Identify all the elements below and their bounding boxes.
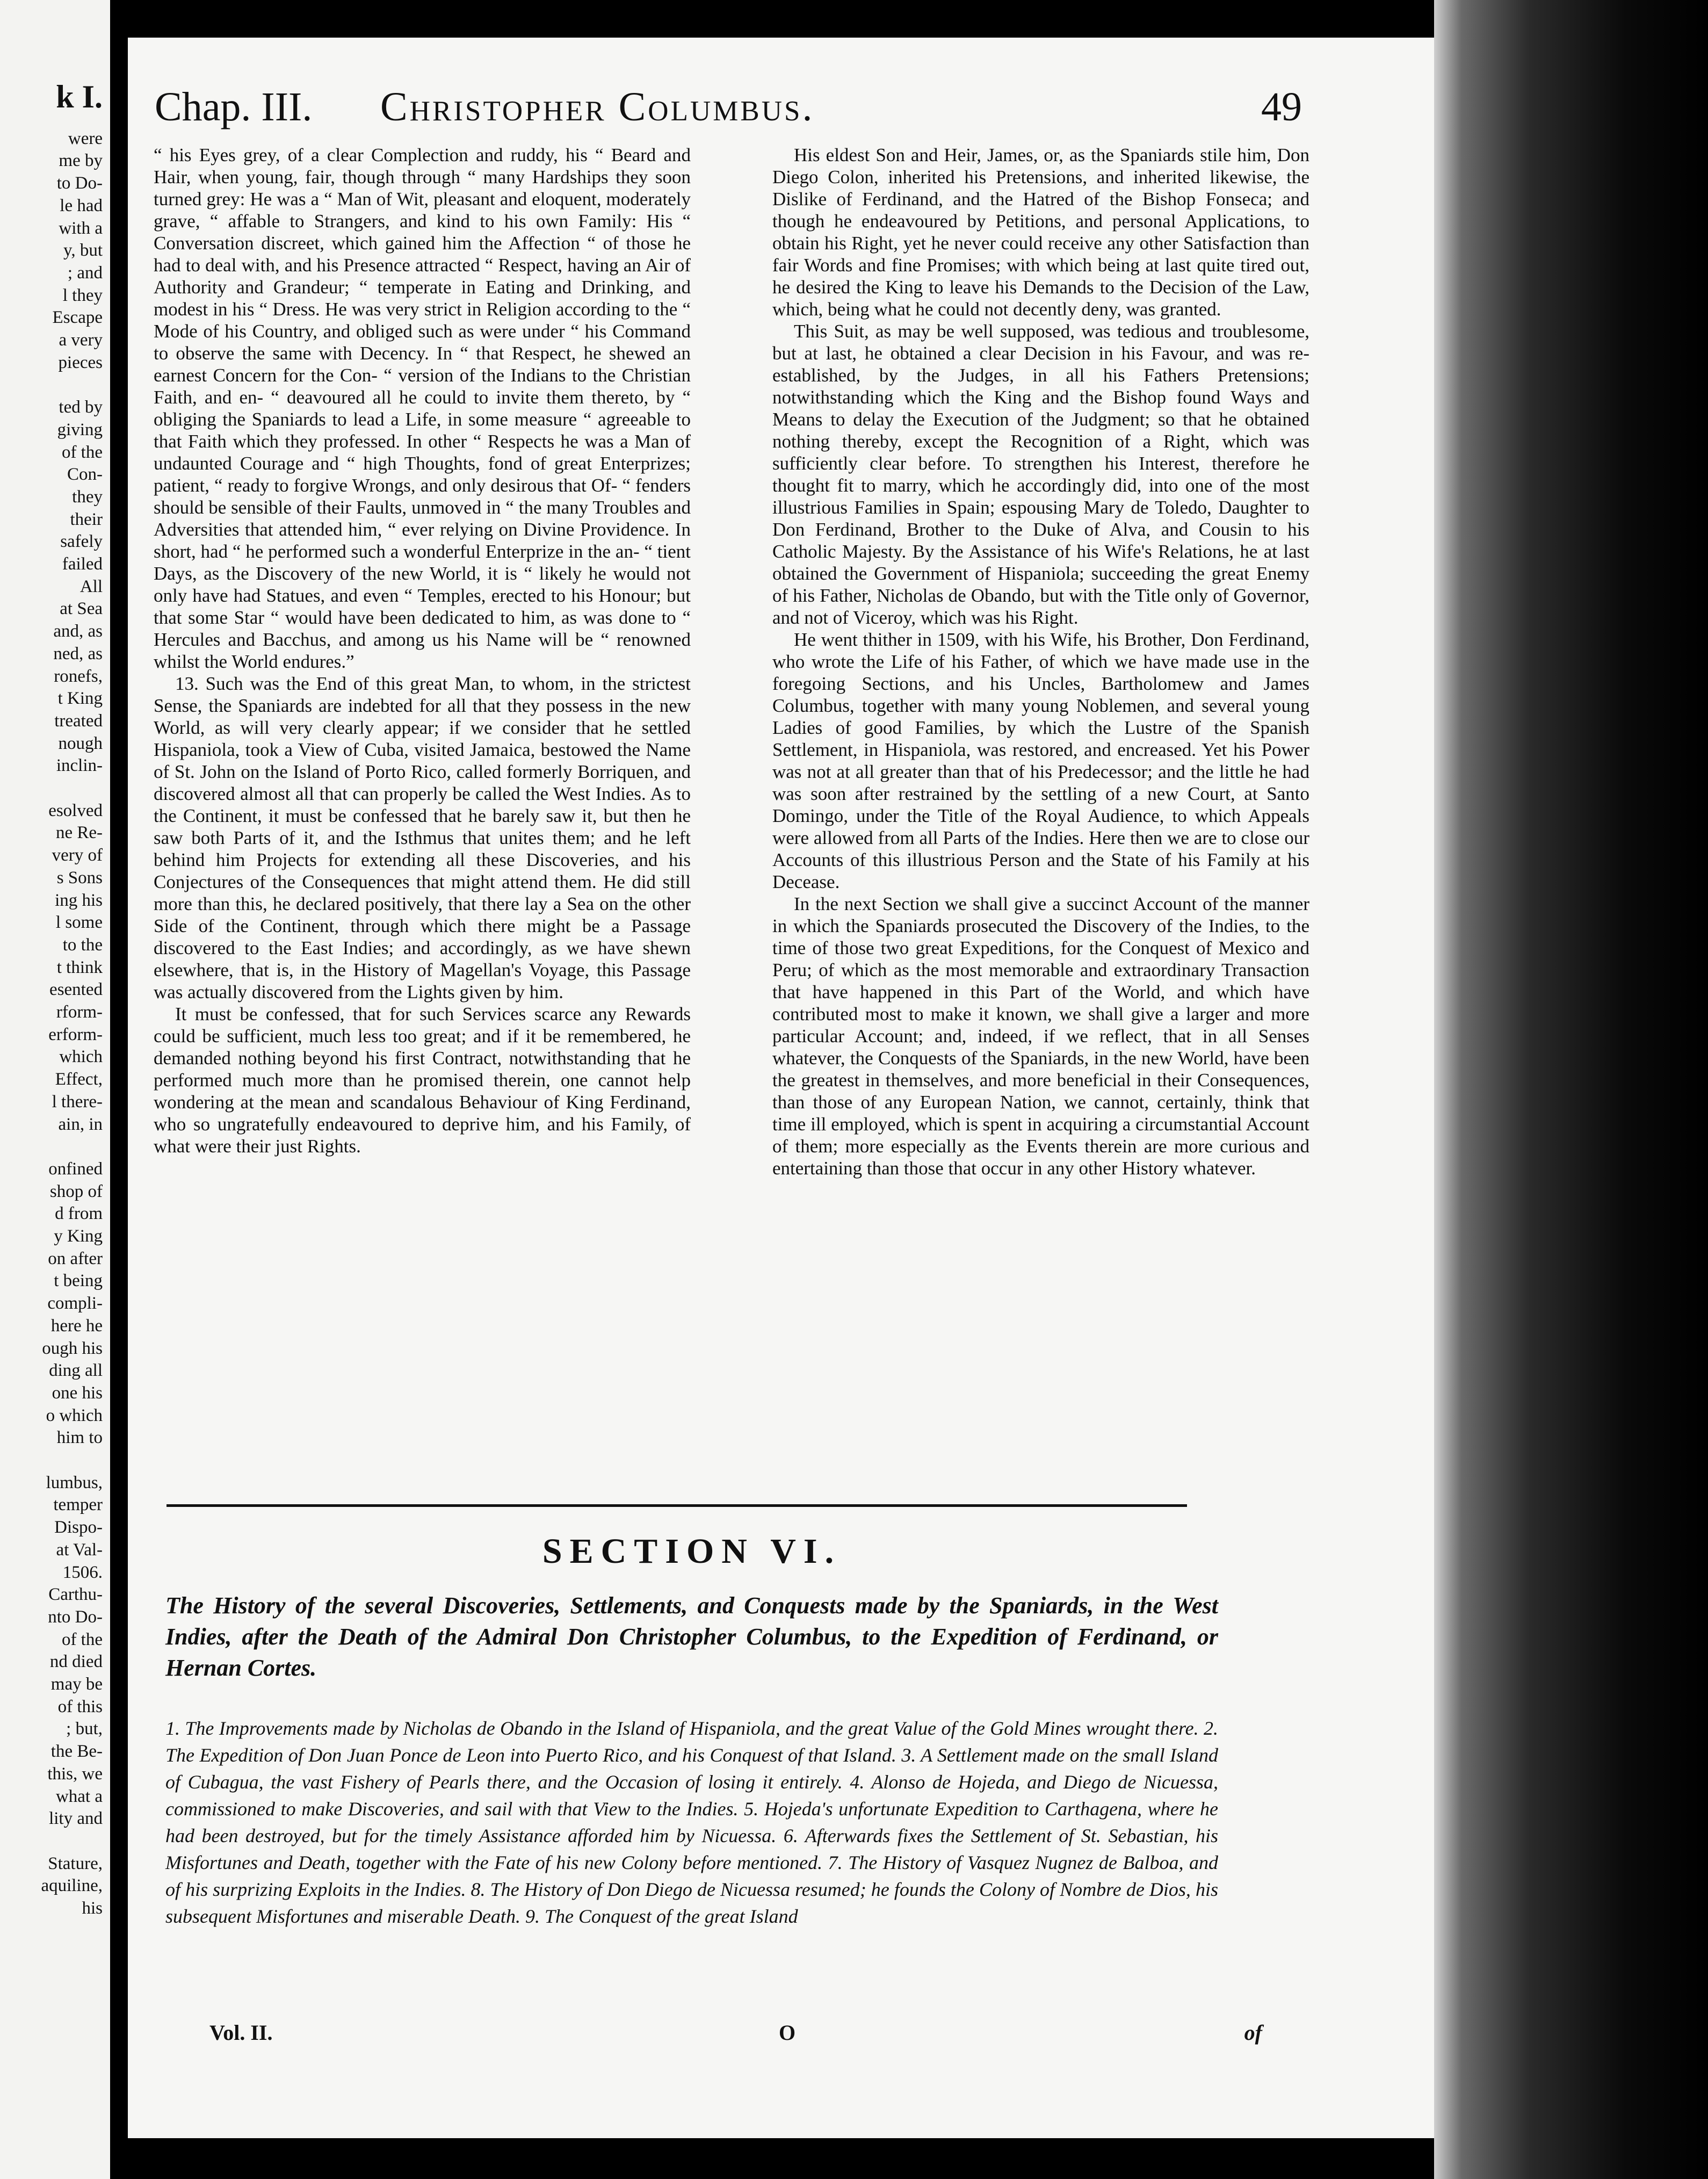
paragraph: It must be confessed, that for such Services scarce any Rewards could be sufficient, much less too great; and if it be remembered, he demanded nothing beyond his first Contract, notwithstanding that he performed much more than he promised therein, one cannot help wondering at the mean and scandalous Behaviour of King Ferdinand, who so ungratefully endeavoured to deprive him, and his Family, of what were their just Rights.: [154, 1004, 691, 1157]
facing-page-fragment: the Be-: [50, 1742, 103, 1762]
facing-page-fragment: y King: [54, 1226, 103, 1246]
facing-page-fragment: one his: [52, 1383, 103, 1403]
facing-page-fragment: 1506.: [62, 1562, 103, 1582]
paragraph: He went thither in 1509, with his Wife, his Brother, Don Ferdinand, who wrote the Life of his Father, of which we have made use in the foregoing Sections, and his Uncles, Bartholomew and James Columbus, together with many young Noblemen, and several young Ladies of good Families, by which the Lustre of the Spanish Settlement, in Hispaniola, was restored, and encreased. Yet his Power was not at all greater than that of his Predecessor; and the little he had was soon after restrained by the settling of a new Court, at Santo Domingo, under the Title of the Royal Audience, to which Appeals were allowed from all Parts of the Indies. Here then we are to close our Accounts of this illustrious Person and the State of his Family at his Decease.: [772, 629, 1309, 892]
facing-page-fragment: they: [72, 487, 103, 507]
facing-page-fragment: very of: [52, 846, 103, 865]
section-title: SECTION VI.: [542, 1532, 842, 1571]
facing-page-fragment: onfined: [48, 1159, 103, 1179]
facing-page-fragment: nd died: [49, 1652, 103, 1672]
facing-page-fragment: aquiline,: [41, 1876, 103, 1896]
facing-page-fragment: at Val-: [56, 1540, 103, 1560]
right-column: [772, 144, 1309, 1179]
facing-page-fragment: l they: [62, 285, 103, 305]
facing-page-fragment: to the: [62, 935, 103, 955]
facing-page-fragment: ain, in: [58, 1114, 103, 1134]
catchword: of: [1244, 2021, 1262, 2045]
section-subtitle: The History of the several Discoveries, Settlements, and Conquests made by the Spaniards, in the West Indies, after the Death of the Admiral Don Christopher Columbus, to the Expedition of Ferdinand, or Hernan Cortes.: [165, 1592, 1218, 1681]
facing-page-fragment: nto Do-: [48, 1607, 103, 1627]
running-title: Christopher Columbus.: [380, 84, 815, 129]
facing-page-fragment: le had: [60, 196, 103, 215]
facing-page-fragment: s Sons: [56, 868, 103, 888]
facing-page-fragment: may be: [50, 1675, 103, 1694]
facing-page-fragment: erform-: [48, 1024, 103, 1044]
facing-page-fragment: ing his: [55, 890, 103, 910]
facing-page-fragment: pieces: [58, 352, 103, 372]
facing-page-fragment: ronefs,: [54, 666, 103, 686]
facing-page-fragment: lumbus,: [46, 1473, 103, 1492]
facing-page-fragment: o which: [46, 1405, 103, 1425]
facing-page-fragment: me by: [59, 151, 103, 171]
facing-page-fragment: ned, as: [53, 644, 103, 663]
paragraph: 13. Such was the End of this great Man, to whom, in the strictest Sense, the Spaniards are indebted for all that they possess in the new World, as will very clearly appear; if we consider that he settled Hispaniola, took a View of Cuba, visited Jamaica, bestowed the Name of St. John on the Island of Porto Rico, called formerly Borriquen, and discovered almost all that can properly be called the West Indies. As to the Continent, it must be confessed that he barely saw it, but then he saw both Parts of it, and the Isthmus that unites them; and he left behind him Projects for extending all these Discoveries, and his Conjectures of the Consequences that might attend them. He did still more than this, he declared positively, that there lay a Sea on the other Side of the Continent, through which there might be a Passage discovered to the East Indies; and accordingly, as we have shewn elsewhere, that is, in the History of Magellan's Voyage, this Passage was actually discovered from the Lights given by him.: [154, 673, 691, 1002]
facing-page-fragment: d from: [55, 1204, 103, 1224]
facing-page-fragment: rform-: [56, 1002, 103, 1022]
page-footer: [209, 2020, 1262, 2052]
facing-page-fragment: failed: [62, 554, 103, 574]
volume-label: Vol. II.: [209, 2021, 273, 2045]
facing-page-fragment: l there-: [52, 1092, 103, 1112]
facing-page-fragment: l some: [55, 913, 103, 933]
facing-page-fragment: to Do-: [56, 174, 103, 193]
facing-page-fragment: Carthu-: [48, 1585, 103, 1605]
paragraph: His eldest Son and Heir, James, or, as the Spaniards stile him, Don Diego Colon, inherited his Pretensions, and inherited likewise, the Dislike of Ferdinand, and the Hatred of the Bishop Fonseca; and though he endeavoured by Petitions, and personal Applications, to obtain his Right, yet he never could receive any other Satisfaction than fair Words and fine Promises; with which being at last quite tired out, he desired the King to leave his Demands to the Decision of the Law, which, being what he could not decently deny, was granted.: [772, 145, 1309, 320]
facing-page-fragment: Effect,: [55, 1070, 103, 1090]
book-page: [128, 38, 1434, 2138]
facing-page-fragment: of this: [57, 1697, 103, 1716]
facing-page-fragment: ough his: [42, 1338, 103, 1358]
section-rule: [167, 1504, 1187, 1507]
facing-page-fragment: inclin-: [56, 756, 103, 776]
facing-page-fragment: ; and: [67, 263, 103, 283]
page-number: 49: [1261, 84, 1302, 129]
facing-page-fragment: ne Re-: [55, 823, 103, 843]
facing-page-fragment: were: [68, 128, 103, 148]
facing-page-fragment: compli-: [47, 1294, 103, 1314]
facing-page-fragment: his: [82, 1899, 103, 1918]
facing-page-fragment: esolved: [48, 800, 103, 820]
facing-page-fragment: here he: [50, 1316, 103, 1336]
facing-page-fragment: t think: [56, 957, 103, 977]
facing-page-fragment: of the: [61, 1629, 103, 1649]
facing-page-fragment: their: [70, 509, 103, 529]
facing-page-fragment: of the: [61, 442, 103, 462]
facing-page-fragment: y, but: [63, 241, 103, 261]
signature-mark: O: [779, 2021, 796, 2045]
facing-page-fragment: giving: [57, 420, 103, 439]
facing-page-fragment: which: [59, 1047, 103, 1067]
facing-page-fragment: this, we: [47, 1764, 103, 1784]
facing-page-fragment: ding all: [49, 1361, 103, 1381]
facing-page-edge: [0, 0, 110, 2179]
facing-page-fragment: Dispo-: [54, 1518, 103, 1538]
facing-page-fragment: what a: [55, 1786, 103, 1806]
section-contents: 1. The Improvements made by Nicholas de Obando in the Island of Hispaniola, and the great Value of the Gold Mines wrought there. 2. The Expedition of Don Juan Ponce de Leon into Puerto Rico, and his Conquest of that Island. 3. A Settlement made on the small Island of Cubagua, the vast Fishery of Pearls there, and the Occasion of losing it entirely. 4. Alonso de Hojeda, and Diego de Nicuessa, commissioned to make Discoveries, and sail with that View to the Indies. 5. Hojeda's unfortunate Expedition to Carthagena, where he had been destroyed, but for the timely Assistance afforded him by Nicuessa. 6. Afterwards fixes the Settlement of St. Sebastian, his Misfortunes and Death, together with the Fate of his new Colony before mentioned. 7. The History of Vasquez Nugnez de Balboa, and of his surprizing Exploits in the Indies. 8. The History of Don Diego de Nicuessa resumed; he founds the Colony of Nombre de Dios, his subsequent Misfortunes and miserable Death. 9. The Conquest of the great Island: [165, 1718, 1218, 1927]
facing-page-fragment: esented: [49, 980, 103, 1000]
facing-page-fragment: All: [79, 576, 103, 596]
scan-shadow: [1434, 0, 1708, 2179]
facing-page-fragment: treated: [54, 711, 103, 731]
facing-page-fragment: with a: [59, 218, 103, 238]
facing-page-fragment: t being: [54, 1271, 103, 1291]
facing-page-fragment: t King: [57, 689, 103, 709]
facing-page-fragment: Escape: [52, 308, 103, 328]
facing-page-fragment: lity and: [49, 1809, 103, 1829]
facing-page-fragment: on after: [48, 1249, 103, 1268]
left-column: [154, 144, 691, 1157]
facing-page-fragment: nough: [58, 733, 103, 753]
chapter-label: Chap. III.: [155, 84, 313, 129]
facing-page-fragment: a very: [59, 330, 103, 350]
paragraph: “ his Eyes grey, of a clear Complection and ruddy, his “ Beard and Hair, when young, fair, though through “ many Hardships they soon turned grey: He was a “ Man of Wit, pleasant and eloquent, moderately grave, “ affable to Strangers, and kind to his own Family: His “ Conversation discreet, which gained him the Affection “ of those he had to deal with, and his Presence attracted “ Respect, having an Air of Authority and Grandeur; “ temperate in Eating and Drinking, and modest in his “ Dress. He was very strict in Religion according to the “ Mode of his Country, and obliged such as were under “ his Command to observe the same with Decency. In “ that Respect, he shewed an earnest Concern for the Con- “ version of the Indians to the Christian Faith, and en- “ deavoured all he could to invite them thereto, by “ obliging the Spaniards to lead a Life, in some measure “ agreeable to that Faith which they professed. In other “ Respects he was a Man of undaunted Courage and “ high Thoughts, fond of great Enterprizes; patient, “ ready to forgive Wrongs, and only desirous that Of- “ fenders should be sensible of their Faults, unmoved in “ the many Troubles and Adversities that attended him, “ ever relying on Divine Providence. In short, had “ he performed such a wonderful Enterprize in the an- “ tient Days, as the Discovery of the new World, it is “ likely he would not only have had Statues, and even “ Temples, erected to his Honour; but that some Star “ would have been dedicated to him, as was done to “ Hercules and Bacchus, and among us his Name will be “ renowned whilst the World endures.”: [154, 145, 691, 672]
facing-page-fragment: Stature,: [48, 1853, 103, 1873]
facing-page-fragment: and, as: [53, 622, 103, 641]
facing-page-fragment: Con-: [67, 465, 103, 485]
facing-page-fragment: k I.: [56, 79, 103, 114]
facing-page-fragment: at Sea: [60, 599, 103, 619]
facing-page-fragment: shop of: [49, 1181, 103, 1201]
paragraph: This Suit, as may be well supposed, was tedious and troublesome, but at last, he obtained a clear Decision in his Favour, and was re-established, by the Judges, in all his Fathers Pretensions; notwithstanding which the King and the Bishop found Ways and Means to delay the Execution of the Judgment; so that he obtained nothing thereby, except the Recognition of a Right, which was sufficiently clear before. To strengthen his Interest, therefore he thought fit to marry, which he accordingly did, into one of the most illustrious Families in Spain; espousing Mary de Toledo, Daughter to Don Ferdinand, Brother to the Duke of Alva, and Cousin to his Catholic Majesty. By the Assistance of his Wife's Relations, he at last obtained the Government of Hispaniola; succeeding the great Enemy of his Father, Nicholas de Obando, but with the Title only of Governor, and not of Viceroy, which was his Right.: [772, 321, 1309, 628]
facing-page-fragment: ; but,: [66, 1719, 103, 1739]
facing-page-fragment: safely: [60, 532, 103, 552]
facing-page-fragment: ted by: [59, 398, 103, 417]
facing-page-fragment: temper: [53, 1495, 103, 1515]
facing-page-fragment: him to: [56, 1428, 103, 1448]
running-header: [155, 84, 1302, 143]
paragraph: In the next Section we shall give a succinct Account of the manner in which the Spaniards prosecuted the Discovery of the Indies, to the time of those two great Expeditions, for the Conquest of Mexico and Peru; of which as the most memorable and extraordinary Transaction that have happened in this Part of the World, and which have contributed most to make it known, we shall give a larger and more particular Account; and, indeed, if we reflect, that in all Senses whatever, the Conquests of the Spaniards, in the new World, have been the greatest in themselves, and more beneficial in their Consequences, than those of any European Nation, we cannot, certainly, think that time ill employed, which is spent in acquiring a circumstantial Account of them; more especially as the Events therein are more curious and entertaining than those that occur in any other History whatever.: [772, 893, 1309, 1179]
